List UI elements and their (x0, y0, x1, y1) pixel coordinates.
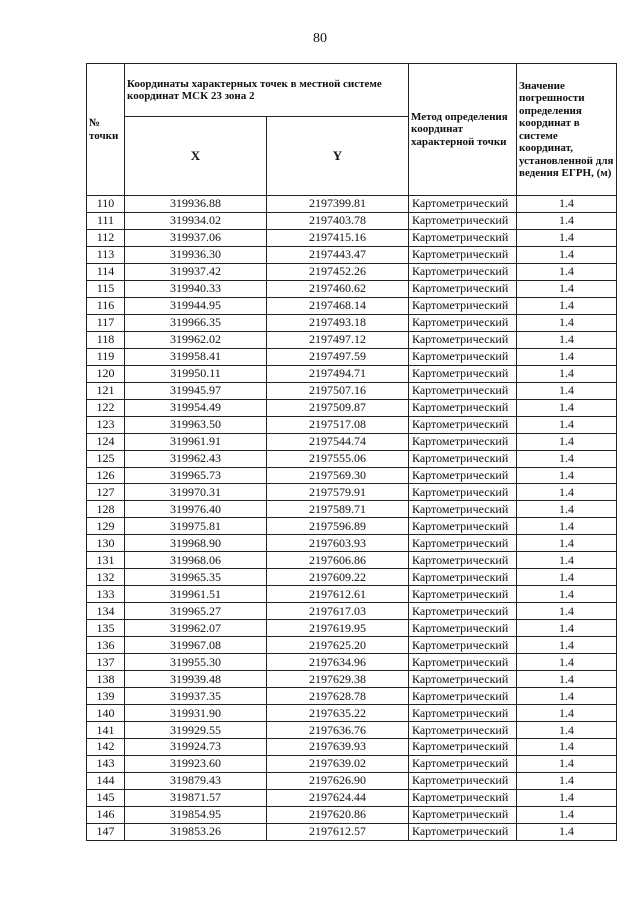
x-cell: 319937.35 (125, 688, 267, 705)
method-cell: Картометрический (409, 399, 517, 416)
point-number-cell: 133 (87, 586, 125, 603)
y-cell: 2197497.12 (267, 331, 409, 348)
y-cell: 2197626.90 (267, 772, 409, 789)
table-row (87, 569, 617, 586)
x-cell: 319940.33 (125, 280, 267, 297)
method-cell: Картометрический (409, 688, 517, 705)
table-body (87, 196, 617, 841)
table-row (87, 688, 617, 705)
table-row (87, 467, 617, 484)
x-cell: 319968.90 (125, 535, 267, 552)
x-cell: 319965.27 (125, 603, 267, 620)
accuracy-cell: 1.4 (517, 365, 617, 382)
point-number-cell: 113 (87, 246, 125, 263)
method-cell: Картометрический (409, 772, 517, 789)
point-number-cell: 130 (87, 535, 125, 552)
point-number-cell: 116 (87, 297, 125, 314)
table-row (87, 365, 617, 382)
method-cell: Картометрический (409, 705, 517, 722)
x-cell: 319958.41 (125, 348, 267, 365)
header-accuracy: Значение погрешности определения координат в системе координат, установленной для ведения ЕГРН, (м) (517, 64, 617, 196)
y-cell: 2197555.06 (267, 450, 409, 467)
x-cell: 319967.08 (125, 637, 267, 654)
method-cell: Картометрический (409, 450, 517, 467)
y-cell: 2197452.26 (267, 263, 409, 280)
method-cell: Картометрический (409, 654, 517, 671)
x-cell: 319853.26 (125, 823, 267, 840)
point-number-cell: 119 (87, 348, 125, 365)
accuracy-cell: 1.4 (517, 399, 617, 416)
x-cell: 319854.95 (125, 806, 267, 823)
point-number-cell: 127 (87, 484, 125, 501)
table-row (87, 484, 617, 501)
y-cell: 2197579.91 (267, 484, 409, 501)
table-row (87, 705, 617, 722)
y-cell: 2197634.96 (267, 654, 409, 671)
point-number-cell: 129 (87, 518, 125, 535)
x-cell: 319965.73 (125, 467, 267, 484)
accuracy-cell: 1.4 (517, 739, 617, 756)
y-cell: 2197624.44 (267, 789, 409, 806)
method-cell: Картометрический (409, 484, 517, 501)
point-number-cell: 123 (87, 416, 125, 433)
point-number-cell: 131 (87, 552, 125, 569)
table-row (87, 518, 617, 535)
table-row (87, 806, 617, 823)
x-cell: 319955.30 (125, 654, 267, 671)
header-x: X (125, 117, 267, 196)
table-row (87, 772, 617, 789)
point-number-cell: 126 (87, 467, 125, 484)
accuracy-cell: 1.4 (517, 196, 617, 213)
table-row (87, 382, 617, 399)
x-cell: 319950.11 (125, 365, 267, 382)
method-cell: Картометрический (409, 535, 517, 552)
point-number-cell: 114 (87, 263, 125, 280)
y-cell: 2197619.95 (267, 620, 409, 637)
table-row (87, 433, 617, 450)
table-row (87, 280, 617, 297)
method-cell: Картометрический (409, 416, 517, 433)
table-row (87, 586, 617, 603)
table-row (87, 789, 617, 806)
y-cell: 2197415.16 (267, 229, 409, 246)
accuracy-cell: 1.4 (517, 654, 617, 671)
x-cell: 319879.43 (125, 772, 267, 789)
y-cell: 2197403.78 (267, 212, 409, 229)
y-cell: 2197544.74 (267, 433, 409, 450)
table-row (87, 722, 617, 739)
point-number-cell: 147 (87, 823, 125, 840)
method-cell: Картометрический (409, 755, 517, 772)
y-cell: 2197629.38 (267, 671, 409, 688)
accuracy-cell: 1.4 (517, 637, 617, 654)
x-cell: 319936.88 (125, 196, 267, 213)
table-row (87, 535, 617, 552)
y-cell: 2197497.59 (267, 348, 409, 365)
accuracy-cell: 1.4 (517, 416, 617, 433)
x-cell: 319937.42 (125, 263, 267, 280)
table-row (87, 755, 617, 772)
accuracy-cell: 1.4 (517, 789, 617, 806)
table-row (87, 823, 617, 840)
page-number: 80 (313, 31, 327, 46)
point-number-cell: 137 (87, 654, 125, 671)
point-number-cell: 145 (87, 789, 125, 806)
header-method: Метод определения координат характерной точки (409, 64, 517, 196)
accuracy-cell: 1.4 (517, 450, 617, 467)
method-cell: Картометрический (409, 823, 517, 840)
accuracy-cell: 1.4 (517, 433, 617, 450)
y-cell: 2197399.81 (267, 196, 409, 213)
accuracy-cell: 1.4 (517, 314, 617, 331)
point-number-cell: 122 (87, 399, 125, 416)
accuracy-cell: 1.4 (517, 246, 617, 263)
point-number-cell: 146 (87, 806, 125, 823)
y-cell: 2197507.16 (267, 382, 409, 399)
table-row (87, 603, 617, 620)
accuracy-cell: 1.4 (517, 263, 617, 280)
x-cell: 319937.06 (125, 229, 267, 246)
accuracy-cell: 1.4 (517, 467, 617, 484)
point-number-cell: 139 (87, 688, 125, 705)
x-cell: 319962.02 (125, 331, 267, 348)
y-cell: 2197612.61 (267, 586, 409, 603)
header-y: Y (267, 117, 409, 196)
accuracy-cell: 1.4 (517, 806, 617, 823)
coordinates-table (86, 63, 617, 841)
method-cell: Картометрический (409, 518, 517, 535)
y-cell: 2197494.71 (267, 365, 409, 382)
method-cell: Картометрический (409, 671, 517, 688)
y-cell: 2197509.87 (267, 399, 409, 416)
table-row (87, 212, 617, 229)
method-cell: Картометрический (409, 433, 517, 450)
x-cell: 319966.35 (125, 314, 267, 331)
point-number-cell: 118 (87, 331, 125, 348)
x-cell: 319965.35 (125, 569, 267, 586)
point-number-cell: 134 (87, 603, 125, 620)
x-cell: 319934.02 (125, 212, 267, 229)
method-cell: Картометрический (409, 331, 517, 348)
method-cell: Картометрический (409, 739, 517, 756)
accuracy-cell: 1.4 (517, 688, 617, 705)
y-cell: 2197628.78 (267, 688, 409, 705)
x-cell: 319945.97 (125, 382, 267, 399)
x-cell: 319929.55 (125, 722, 267, 739)
point-number-cell: 132 (87, 569, 125, 586)
table-row (87, 450, 617, 467)
x-cell: 319961.91 (125, 433, 267, 450)
table-row (87, 399, 617, 416)
point-number-cell: 117 (87, 314, 125, 331)
table-row (87, 416, 617, 433)
header-point-number: № точки (87, 64, 125, 196)
table-row (87, 620, 617, 637)
method-cell: Картометрический (409, 196, 517, 213)
method-cell: Картометрический (409, 365, 517, 382)
table-row (87, 671, 617, 688)
accuracy-cell: 1.4 (517, 722, 617, 739)
point-number-cell: 121 (87, 382, 125, 399)
y-cell: 2197639.93 (267, 739, 409, 756)
method-cell: Картометрический (409, 806, 517, 823)
point-number-cell: 120 (87, 365, 125, 382)
y-cell: 2197603.93 (267, 535, 409, 552)
header-coordinates-group: Координаты характерных точек в местной системе координат МСК 23 зона 2 (125, 64, 409, 117)
accuracy-cell: 1.4 (517, 382, 617, 399)
y-cell: 2197596.89 (267, 518, 409, 535)
method-cell: Картометрический (409, 603, 517, 620)
x-cell: 319975.81 (125, 518, 267, 535)
y-cell: 2197617.03 (267, 603, 409, 620)
point-number-cell: 124 (87, 433, 125, 450)
method-cell: Картометрический (409, 348, 517, 365)
accuracy-cell: 1.4 (517, 569, 617, 586)
point-number-cell: 112 (87, 229, 125, 246)
table-row (87, 552, 617, 569)
table-row (87, 196, 617, 213)
point-number-cell: 136 (87, 637, 125, 654)
x-cell: 319923.60 (125, 755, 267, 772)
table-row (87, 263, 617, 280)
method-cell: Картометрический (409, 552, 517, 569)
table-row (87, 331, 617, 348)
method-cell: Картометрический (409, 263, 517, 280)
x-cell: 319976.40 (125, 501, 267, 518)
method-cell: Картометрический (409, 501, 517, 518)
table-row (87, 229, 617, 246)
x-cell: 319871.57 (125, 789, 267, 806)
table-row (87, 297, 617, 314)
table-row (87, 654, 617, 671)
accuracy-cell: 1.4 (517, 620, 617, 637)
method-cell: Картометрический (409, 586, 517, 603)
accuracy-cell: 1.4 (517, 212, 617, 229)
point-number-cell: 125 (87, 450, 125, 467)
accuracy-cell: 1.4 (517, 772, 617, 789)
point-number-cell: 115 (87, 280, 125, 297)
point-number-cell: 144 (87, 772, 125, 789)
method-cell: Картометрический (409, 280, 517, 297)
point-number-cell: 110 (87, 196, 125, 213)
accuracy-cell: 1.4 (517, 501, 617, 518)
x-cell: 319961.51 (125, 586, 267, 603)
accuracy-cell: 1.4 (517, 671, 617, 688)
x-cell: 319936.30 (125, 246, 267, 263)
y-cell: 2197636.76 (267, 722, 409, 739)
point-number-cell: 141 (87, 722, 125, 739)
point-number-cell: 142 (87, 739, 125, 756)
method-cell: Картометрический (409, 620, 517, 637)
accuracy-cell: 1.4 (517, 705, 617, 722)
accuracy-cell: 1.4 (517, 280, 617, 297)
accuracy-cell: 1.4 (517, 331, 617, 348)
y-cell: 2197460.62 (267, 280, 409, 297)
table-row (87, 501, 617, 518)
accuracy-cell: 1.4 (517, 518, 617, 535)
y-cell: 2197493.18 (267, 314, 409, 331)
accuracy-cell: 1.4 (517, 823, 617, 840)
point-number-cell: 111 (87, 212, 125, 229)
point-number-cell: 128 (87, 501, 125, 518)
x-cell: 319968.06 (125, 552, 267, 569)
table-row (87, 314, 617, 331)
y-cell: 2197639.02 (267, 755, 409, 772)
accuracy-cell: 1.4 (517, 297, 617, 314)
table-row (87, 739, 617, 756)
y-cell: 2197609.22 (267, 569, 409, 586)
y-cell: 2197625.20 (267, 637, 409, 654)
accuracy-cell: 1.4 (517, 603, 617, 620)
table-row (87, 348, 617, 365)
y-cell: 2197589.71 (267, 501, 409, 518)
x-cell: 319939.48 (125, 671, 267, 688)
method-cell: Картометрический (409, 229, 517, 246)
x-cell: 319931.90 (125, 705, 267, 722)
method-cell: Картометрический (409, 314, 517, 331)
x-cell: 319924.73 (125, 739, 267, 756)
method-cell: Картометрический (409, 467, 517, 484)
x-cell: 319962.07 (125, 620, 267, 637)
method-cell: Картометрический (409, 246, 517, 263)
y-cell: 2197620.86 (267, 806, 409, 823)
method-cell: Картометрический (409, 789, 517, 806)
y-cell: 2197635.22 (267, 705, 409, 722)
accuracy-cell: 1.4 (517, 484, 617, 501)
accuracy-cell: 1.4 (517, 552, 617, 569)
point-number-cell: 140 (87, 705, 125, 722)
y-cell: 2197443.47 (267, 246, 409, 263)
x-cell: 319970.31 (125, 484, 267, 501)
method-cell: Картометрический (409, 382, 517, 399)
y-cell: 2197468.14 (267, 297, 409, 314)
point-number-cell: 143 (87, 755, 125, 772)
y-cell: 2197606.86 (267, 552, 409, 569)
accuracy-cell: 1.4 (517, 535, 617, 552)
x-cell: 319954.49 (125, 399, 267, 416)
accuracy-cell: 1.4 (517, 586, 617, 603)
y-cell: 2197612.57 (267, 823, 409, 840)
method-cell: Картометрический (409, 722, 517, 739)
table-row (87, 246, 617, 263)
x-cell: 319962.43 (125, 450, 267, 467)
accuracy-cell: 1.4 (517, 755, 617, 772)
method-cell: Картометрический (409, 569, 517, 586)
point-number-cell: 138 (87, 671, 125, 688)
accuracy-cell: 1.4 (517, 348, 617, 365)
y-cell: 2197517.08 (267, 416, 409, 433)
table-row (87, 637, 617, 654)
method-cell: Картометрический (409, 212, 517, 229)
x-cell: 319944.95 (125, 297, 267, 314)
method-cell: Картометрический (409, 297, 517, 314)
x-cell: 319963.50 (125, 416, 267, 433)
point-number-cell: 135 (87, 620, 125, 637)
y-cell: 2197569.30 (267, 467, 409, 484)
method-cell: Картометрический (409, 637, 517, 654)
accuracy-cell: 1.4 (517, 229, 617, 246)
